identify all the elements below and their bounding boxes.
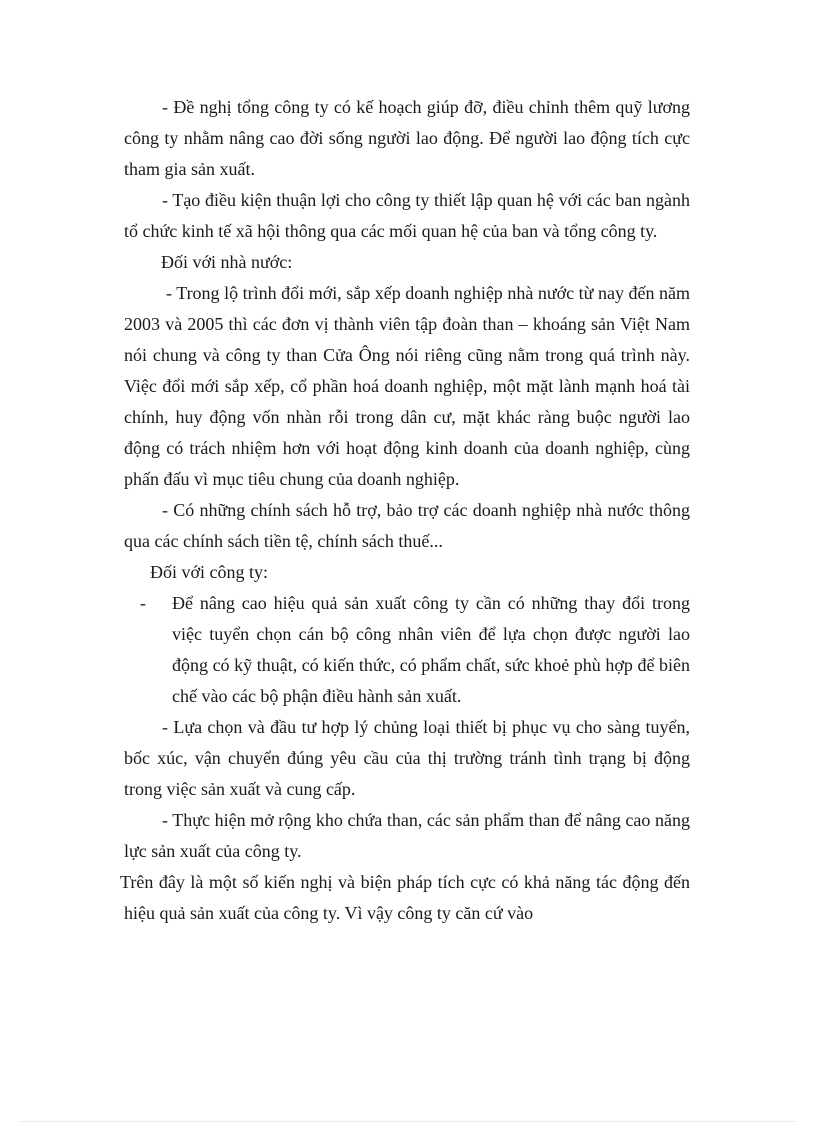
page-bottom-divider: [20, 1121, 796, 1122]
paragraph-proposal-relations: - Tạo điều kiện thuận lợi cho công ty thiết lập quan hệ với các ban ngành tổ chức kinh tế xã hội thông qua các mối quan hệ của ban và tổng công ty.: [124, 190, 690, 241]
heading-state: Đối với nhà nước:: [161, 252, 293, 272]
paragraph-company-equipment: - Lựa chọn và đầu tư hợp lý chủng loại thiết bị phục vụ cho sàng tuyển, bốc xúc, vận chuyển đúng yêu cầu của thị trường tránh tình trạng bị động trong việc sản xuất và cung cấp.: [124, 717, 690, 799]
document-page: [120, 92, 690, 929]
paragraph-state-policy: - Có những chính sách hỗ trợ, bảo trợ các doanh nghiệp nhà nước thông qua các chính sách tiền tệ, chính sách thuế...: [124, 500, 690, 551]
paragraph-company-warehouse: - Thực hiện mở rộng kho chứa than, các sản phẩm than để nâng cao năng lực sản xuất của công ty.: [124, 810, 690, 861]
heading-company: Đối với công ty:: [150, 562, 269, 582]
paragraph-company-recruitment: Để nâng cao hiệu quả sản xuất công ty cần có những thay đổi trong việc tuyển chọn cán bộ công nhân viên để lựa chọn được người lao động có kỹ thuật, có kiến thức, có phẩm chất, sức khoẻ phù hợp để biên chế vào các bộ phận điều hành sản xuất.: [172, 593, 690, 706]
paragraph-state-reform: - Trong lộ trình đổi mới, sắp xếp doanh nghiệp nhà nước từ nay đến năm 2003 và 2005 thì các đơn vị thành viên tập đoàn than – khoáng sản Việt Nam nói chung và công ty than Cửa Ông nói riêng cũng nằm trong quá trình này. Việc đổi mới sắp xếp, cổ phần hoá doanh nghiệp, một mặt lành mạnh hoá tài chính, huy động vốn nhàn rỗi trong dân cư, mặt khác ràng buộc người lao động có trách nhiệm hơn với hoạt động kinh doanh của doanh nghiệp, cùng phấn đấu vì mục tiêu chung của doanh nghiệp.: [124, 283, 690, 489]
paragraph-conclusion: Trên đây là một số kiến nghị và biện pháp tích cực có khả năng tác động đến hiệu quả sản xuất của công ty. Vì vậy công ty căn cứ vào: [120, 872, 690, 923]
paragraph-proposal-salary: - Đề nghị tổng công ty có kế hoạch giúp đỡ, điều chỉnh thêm quỹ lương công ty nhằm nâng cao đời sống người lao động. Để người lao động tích cực tham gia sản xuất.: [124, 97, 690, 179]
list-dash: -: [140, 593, 146, 613]
list-item-recruitment: [124, 588, 690, 712]
